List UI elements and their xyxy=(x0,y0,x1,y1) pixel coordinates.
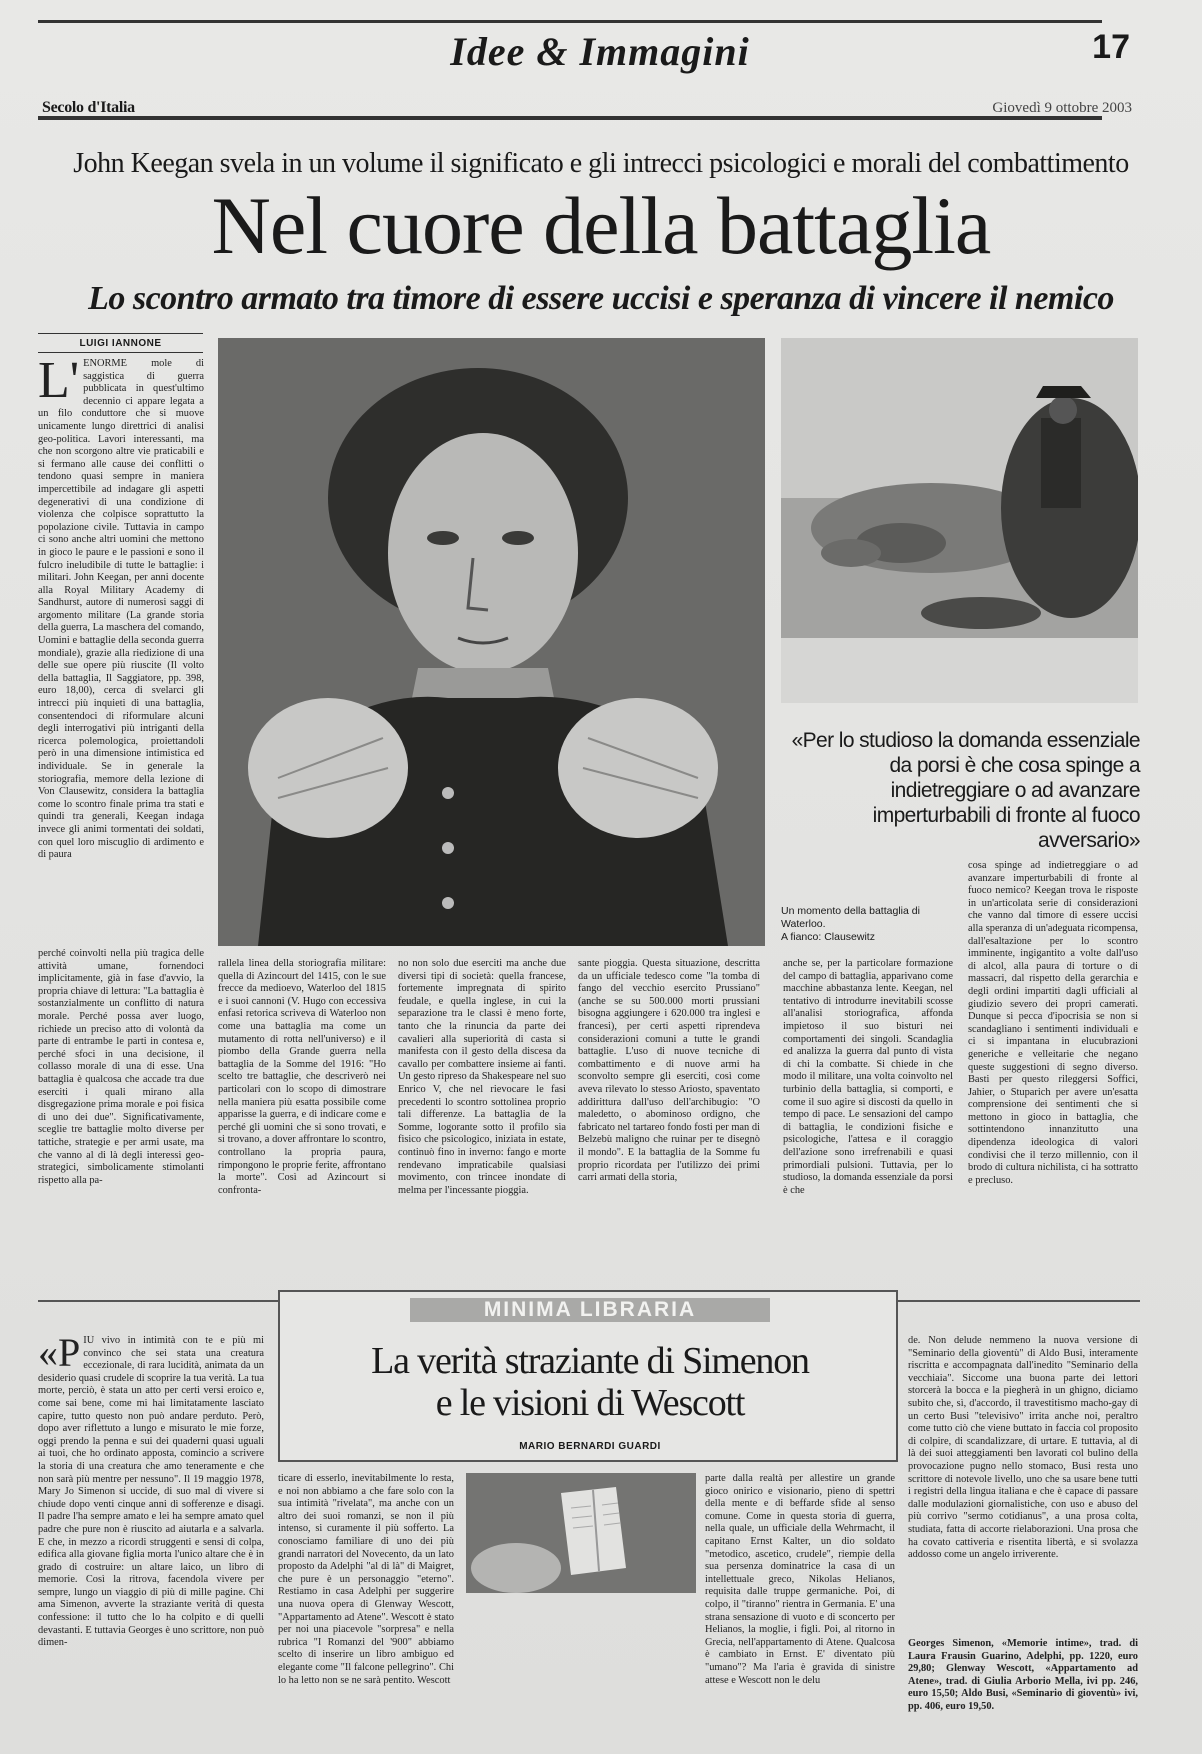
minima-column-3-text: parte dalla realtà per allestire un grande gioco onirico e visionario, pieno di spettri della mente e di beffarde sfide al senso comune. Come in questa storia di guerra, nella quale, un ufficiale della Wehrmacht, il capitano Ernst Kalter, un dio soldato "metodico, ascetico, crudele", riempie della sua persenza dominatrice la casa di un intellettuale greco, Nikolas Helianos, requisita dalle truppe germaniche. Poi, di colpo, il "tiranno" rientra in Germania. E' una strana sensazione di vuoto e di sconcerto per Helianos, la moglie, i figli. Poi, al ritorno in Grecia, nell'appartamento di Atene. Qualcosa è cambiato in Ernst. E' diventato più "umano"? Ma l'aria è gravida di sinistre attese e Wescott non le delu xyxy=(705,1473,895,1686)
minima-column-4-text: de. Non delude nemmeno la nuova versione di "Seminario della gioventù" di Aldo Busi, interamente riscritta e accompagnata dall'inedito "Seminario della vecchiaia". Siccome una buona parte dei lettori storcerà la bocca e la piegherà in un ghigno, diciamo subito che, sì, d'accordo, il travestitismo macho-gay di un certo Busi "televisivo" irrita anche noi, peraltro come tutto ciò che viene buttato in faccia col proposito di colpire, di scandalizzare, di urtare. E tuttavia, al di là dei suoi atteggiamenti ben lavorati col bulino della provocazione pugno nello stomaco, Busi resta uno scrittore di notevole livello, uno che sa usare bene tutti i registri della lingua italiana e che è capace di passare dalle modulazioni giornalistiche, con uso e abuso del più corrivo "sermo cotidianus", a una prosa colta, studiata, fatta di accorte rielaborazioni. Una prosa che ha covato cattiveria e risentita libertà, e si svolazza addosso come un angelo irriverente. xyxy=(908,1335,1138,1561)
book-references xyxy=(908,1638,1138,1730)
minima-column-2-text: ticare di esserlo, inevitabilmente lo resta, e noi non abbiamo a che fare solo con la sua intimità "rivelata", ma anche con un altro dei suoi romanzi, se non il più intenso, si curamente il più sofferto. La conosciamo familiare di uno dei più grandi narratori del Novecento, da un lato proposto da Adelphi "al di là" di Maigret, che pure è un personaggio "eterno". Restiamo in casa Adelphi per suggerire una nuova opera di Glenway Wescott, "Appartamento ad Atene". Wescott è stato per noi una piacevole "sorpresa" e nella rubrica "I Romanzi del '900" abbiamo scelto di inserire un libro ambiguo ed elegante come "Il falcone pellegrino". Chi lo ha letto non se ne sarà pentito. Wescott xyxy=(278,1473,454,1686)
headline: Nel cuore della battaglia xyxy=(211,180,991,271)
minima-column-4 xyxy=(908,1335,1138,1635)
minima-label: MINIMA LIBRARIA xyxy=(410,1298,770,1322)
article-column-2-text: rallela linea della storiografia militare: quella di Azincourt del 1415, con le sue frecce da medioevo, Waterloo del 1815 e i suoi cannoni (V. Hugo con eccessiva enfasi retorica scriveva di Waterloo non come una battaglia ma come un mutamento di rotta nell'universo) e il piombo della Grande guerra nella battaglia de la Somme del 1916: "Ho scelto tre battaglie, che descriverò nei particolari con lo scopo di dimostrare nella maniera più esatta possibile come apparisse la guerra, e di indicare come e perché gli uomini che si sono trovati, e si trovano, a dover affrontare lo scontro, controllano la propria paura, rimpongono le proprie ferite, affrontano la morte". Così ad Azincourt si confronta- xyxy=(218,958,386,1196)
article-column-1-text: ENORME mole di saggistica di guerra pubblicata in quest'ultimo decennio ci appare legata a un filo conduttore che si muove unicamente lungo direttrici di analisi geo-politica. Lavori interessanti, ma che non scorgono altre vie praticabili e si fermano alle cause dei conflitti o tendono quasi sempre in maniera impercettibile ad indagare gli aspetti degenerativi di una condizione di violenza che colpisce soprattutto la popolazione civile. Tuttavia in campo ci sono anche altri uomini che mettono in gioco le paure e le passioni e sono il fulcro ineludibile di tutte le battaglie: i militari. John Keegan, per anni docente alla Royal Military Academy di Sandhurst, autore di numerosi saggi di argomento militare (La grande storia della guerra, La maschera del comando, Uomini e battaglie della seconda guerra mondiale), grazie alla riedizione di una delle sue opere più riuscite (Il volto della battaglia, Il Saggiatore, pp. 398, euro 18,00), cerca di svelarci gli intrecci più inquieti di una battaglia, consentendoci di riformulare alcuni degli interrogativi più intriganti della ricerca polemologica, proiettandoli però in una dimensione intimistica ed individuale. Se in generale la storiografia, memore della lezione di Von Clausewitz, considera la battaglia come lo scontro finale prima tra stati e quindi tra generali, Keegan indaga invece gli animi tormentati dei soldati, con quel loro miscuglio di ardimento e di paura xyxy=(38,358,204,861)
page-number: 17 xyxy=(1092,28,1130,66)
article-column-2 xyxy=(218,958,386,1264)
minima-title-line-1: La verità straziante di Simenon xyxy=(371,1340,809,1382)
article-column-1 xyxy=(38,358,204,946)
article-column-3-text: no non solo due eserciti ma anche due diversi tipi di società: quella francese, fortemente impregnata di spirito feudale, e quella inglese, in cui la separazione tra le classi è meno forte, tanto che la rinuncia da parte dei cavalieri alla superiorità di casta si manifesta con il gesto della discesa da cavallo per combattere insieme ai fanti. Un gesto ripreso da Shakespeare nel suo Enrico V, che nel rievocare le fasi precedenti lo scontro sottolinea proprio tali differenze. La battaglia de la Somme, logorante sotto il profilo sia fisico che psicologico, iniziata in estate, continuò fino in inverno: fango e morte rendevano impraticabile qualsiasi movimento, con trincee inondate di melma per l'incessante pioggia. xyxy=(398,958,566,1196)
header-bottom-rule xyxy=(38,116,1102,120)
byline: LUIGI IANNONE xyxy=(79,338,162,349)
minima-dropcap: «P xyxy=(38,1335,81,1375)
byline-rule-bottom xyxy=(38,352,203,353)
article-column-1b-text: perché coinvolti nella più tragica delle attività umane, fornendoci implicitamente, già in fase d'avvio, la propria chiave di lettura: "La battaglia è sostanzialmente un conflitto di natura morale. Perché possa aver luogo, richiede un preciso atto di volontà da parte di entrambe le parti in contesa e, perché sfoci in una decisione, il collasso morale di una di esse. Una battaglia è qualcosa che accade tra due eserciti i quali mirano alla disgregazione prima morale e poi fisica di uno dei due". Significativamente, sceglie tre battaglie molto diverse per tattiche, strategie e per armi usate, ma che vanno al di là degli interessi geo-strategici, simbolicamente stimolanti rispetto alla pa- xyxy=(38,948,204,1186)
clausewitz-portrait xyxy=(218,338,765,946)
photo-caption xyxy=(781,905,951,944)
battle-illustration xyxy=(781,338,1138,703)
minima-column-3 xyxy=(705,1473,895,1730)
book-photo xyxy=(466,1473,696,1593)
portrait-illustration xyxy=(218,338,765,946)
caption-line-1: Un momento della battaglia di Waterloo. xyxy=(781,905,920,930)
article-column-1b xyxy=(38,948,204,1264)
article-column-6 xyxy=(968,860,1138,1264)
minima-title xyxy=(300,1340,880,1424)
article-column-5 xyxy=(783,958,953,1264)
book-illustration xyxy=(466,1473,696,1593)
pull-quote: «Per lo studioso la domanda essenziale da porsi è che cosa spinge a indietreggiare o ad avanzare imperturbabili di fronte al fuoco avversario» xyxy=(791,729,1140,852)
minima-column-1 xyxy=(38,1335,264,1730)
kicker: John Keegan svela in un volume il significato e gli intrecci psicologici e morali del combattimento xyxy=(73,148,1129,179)
article-column-3 xyxy=(398,958,566,1264)
waterloo-battle-image xyxy=(781,338,1138,703)
subhead: Lo scontro armato tra timore di essere uccisi e speranza di vincere il nemico xyxy=(88,280,1114,317)
caption-line-2: A fianco: Clausewitz xyxy=(781,931,875,943)
header-top-rule xyxy=(38,20,1102,23)
article-column-4-text: sante pioggia. Questa situazione, descritta da un ufficiale tedesco come "la tomba di fango del vecchio esercito Prussiano" (anche se su 500.000 morti prussiani bisogna aggiungere i 620.000 tra inglesi e francesi), per certi aspetti riprendeva considerazioni comuni a tutte le grandi battaglie. L'uso di nuove tecniche di combattimento e di nuove armi ha sconvolto sempre gli eserciti, così come aveva rilevato lo stesso Ariosto, spaventato addirittura dall'uso dell'archibugio: "O maledetto, o abominoso ordigno, che fabricato nel tartareo fondo fosti per man di Belzebù maligno che ruinar per te disegnò il mondo". E la battaglia de la Somme fu proprio ricordata per l'utilizzo dei primi carri armati della storia, xyxy=(578,958,760,1184)
article-column-6-text: cosa spinge ad indietreggiare o ad avanzare imperturbabili di fronte al fuoco nemico? Keegan trova le risposte in un'articolata serie di considerazioni che vanno dal timore di essere uccisi alla speranza di un'adeguata ricompensa, dall'esaltazione per lo scontro imminente, ingigantito a volte dall'uso di alcol, alla paura di torture o di massacri, dal rispetto della gerarchia e degli ordini impartiti dagli ufficiali al giudizio severo dei propri camerati. Dunque si pecca d'ipocrisia se non si scandagliano i sentimenti individuali e ci si impantana in elucubrazioni generiche e velleitarie che negano queste suggestioni di segno diverso. Basti per questo rileggersi Soffici, Jahier, o Stuparich per avere un'esatta comprensione dei sentimenti che si mettono in gioco in battaglia, che sottintendono innanzitutto una dipendenza ideologica di valori condivisi che il terzo millennio, con il brodo di cultura nichilista, ci ha sottratto e precluso. xyxy=(968,860,1138,1186)
article-column-5-text: anche se, per la particolare formazione del campo di battaglia, apparivano come macchine abbastanza lente. Keegan, nel tentativo di introdurre inevitabili scosse all'analisi storiografica, affonda impietoso il suo bisturi nei comportamenti dei singoli. Scandaglia ed analizza la guerra dal punto di vista di chi la combatte. Si chiede in che modo il militare, una volta coinvolto nel turbinio della battaglia, si comporti, e come il suo agire si discosti da quello in tempo di pace. Le sensazioni del campo di battaglia, le condizioni fisiche e psicologiche, l'attesa e il coraggio dell'azione sono irrefrenabili e quasi primordiali pulsioni. Tuttavia, per lo studioso, la domanda essenziale da porsi è che xyxy=(783,958,953,1196)
minima-column-2 xyxy=(278,1473,454,1730)
article-column-4 xyxy=(578,958,760,1264)
minima-title-line-2: e le visioni di Wescott xyxy=(435,1382,745,1424)
byline-rule-top xyxy=(38,333,203,334)
minima-byline: MARIO BERNARDI GUARDI xyxy=(519,1441,661,1452)
book-references-text: Georges Simenon, «Memorie intime», trad. di Laura Frausin Guarino, Adelphi, pp. 1220, euro 29,80; Glenway Wescott, «Appartamento ad Atene», trad. di Giulia Arborio Mella, ivi pp. 246, euro 15,50; Aldo Busi, «Seminario di gioventù» ivi, pp. 406, euro 19,50. xyxy=(908,1638,1138,1712)
section-title: Idee & Immagini xyxy=(450,29,750,74)
dropcap: L' xyxy=(38,358,80,409)
minima-column-1-text: IÙ vivo in intimità con te e più mi convinco che sei stata una creatura eccezionale, di rara lucidità, animata da un desiderio quasi crudele di scoprire la tua verità. La tua morte, perciò, è stata un atto per certi versi eroico e, come sai bene, come mi hai limitatamente lasciato capire, tutto questo non può andare perduto. Però, dopo aver riflettuto a lungo e misurato le mie forze, oggi prendo la penna e sui dei quaderni quasi uguali ai tuoi, che ho ordinato apposta, comincio a scrivere la storia di una creatura che amo teneramente e che non sarà più mentre per nessuno". Il 19 maggio 1978, Mary Jo Simenon si uccide, di suo mal di vivere si chiude dopo venti cinque anni di sofferenze e disagi. Il padre l'ha sempre amato e lei ha sempre amato quel padre che pure non è riuscito ad aiutarla e a salvarla. E che, in mezzo a ricordi struggenti e sensi di colpa, edifica alla giovane figlia morta l'unico altare che è in grado di costruire: un altare laico, un libro di memorie. Così la ritrova, facendola vivere per sempre, lungo un viaggio di più di mille pagine. Chi ama Simenon, avverte la straziante verità di questa confessione: il tutto che lo ha colpito e di quelli devastanti. E tuttavia Georges è uno scrittore, non può dimen- xyxy=(38,1335,264,1649)
dateline: Giovedì 9 ottobre 2003 xyxy=(992,100,1132,116)
masthead: Secolo d'Italia xyxy=(42,99,135,116)
